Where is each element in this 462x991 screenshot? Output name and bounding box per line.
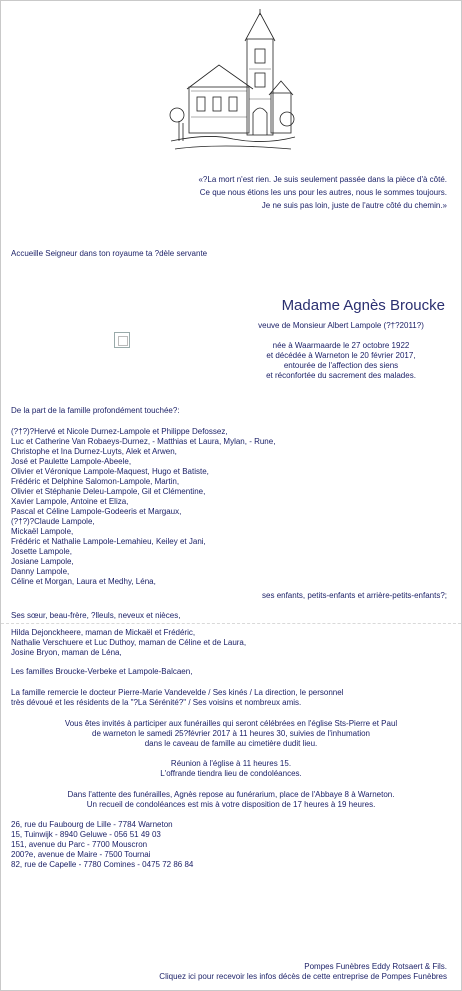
thanks-line: très dévoué et les résidents de la "?La Sérénité?" / Ses voisins et nombreux amis. <box>11 698 302 707</box>
other-mourner: Hilda Dejonckheere, maman de Mickaël et Frédéric, <box>11 628 196 637</box>
family-member: Danny Lampole, <box>11 567 70 576</box>
rest-line: Un recueil de condoléances est mis à votre disposition de 17 heures à 19 heures. <box>86 800 376 809</box>
quote-line: Ce que nous étions les uns pour les autres, nous le sommes toujours. <box>199 188 447 197</box>
meeting-block <box>11 759 451 779</box>
family-role: ses enfants, petits-enfants et arrière-petits-enfants?; <box>262 591 447 600</box>
families-line: Les familles Broucke-Verbeke et Lampole-Balcaen, <box>11 667 193 676</box>
address-line: 15, Tuinwijk - 8940 Geluwe - 056 51 49 03 <box>11 830 161 839</box>
others-list <box>11 628 246 658</box>
quote-line: Je ne suis pas loin, juste de l'autre côté du chemin.» <box>261 201 447 210</box>
family-intro: De la part de la famille profondément touchée?: <box>11 406 180 415</box>
deceased-name: Madame Agnès Broucke <box>281 297 445 314</box>
comfort-line: et réconfortée du sacrement des malades. <box>266 371 416 380</box>
family-member: Frédéric et Nathalie Lampole-Lemahieu, Keiley et Jani, <box>11 537 206 546</box>
death-line: et décédée à Warneton le 20 février 2017, <box>266 351 416 360</box>
address-line: 200?e, avenue de Maire - 7500 Tournai <box>11 850 151 859</box>
separator <box>1 623 461 624</box>
funeral-line: dans le caveau de famille au cimetière dudit lieu. <box>144 739 318 748</box>
prayer-text: Accueille Seigneur dans ton royaume ta ?dèle servante <box>11 249 208 258</box>
photo-thumbnail-icon <box>114 332 130 348</box>
siblings-line: Ses sœur, beau-frère, ?lleuls, neveux et nièces, <box>11 611 181 620</box>
thanks-line: La famille remercie le docteur Pierre-Marie Vandevelde / Ses kinés / La direction, le personnel <box>11 688 344 697</box>
church-drawing-icon <box>169 9 297 155</box>
footer-info-link[interactable]: Cliquez ici pour recevoir les infos décès de cette entreprise de Pompes Funèbres <box>159 972 447 981</box>
funeral-line: Vous êtes invités à participer aux funérailles qui seront célébrées en l'église Sts-Pierre et Paul <box>64 719 398 728</box>
family-member: Mickaël Lampole, <box>11 527 74 536</box>
address-line: 26, rue du Faubourg de Lille - 7784 Warneton <box>11 820 173 829</box>
addresses-list <box>11 820 193 870</box>
rest-line: Dans l'attente des funérailles, Agnès repose au funérarium, place de l'Abbaye 8 à Warneton. <box>67 790 395 799</box>
family-member: Olivier et Véronique Lampole-Maquest, Hugo et Batiste, <box>11 467 209 476</box>
funeral-block <box>11 719 451 749</box>
family-member: Pascal et Céline Lampole-Godeeris et Margaux, <box>11 507 182 516</box>
other-mourner: Nathalie Verschuere et Luc Duthoy, maman de Céline et de Laura, <box>11 638 247 647</box>
family-member: Céline et Morgan, Laura et Medhy, Léna, <box>11 577 156 586</box>
funeral-line: de warneton le samedi 25?février 2017 à 11 heures 30, suivies de l'inhumation <box>92 729 370 738</box>
rest-block <box>11 790 451 810</box>
family-member: Josette Lampole, <box>11 547 72 556</box>
meeting-line: L'offrande tiendra lieu de condoléances. <box>160 769 302 778</box>
address-line: 151, avenue du Parc - 7700 Mouscron <box>11 840 148 849</box>
thanks-block <box>11 688 343 708</box>
quote-block <box>27 175 447 211</box>
footer-company: Pompes Funèbres Eddy Rotsaert & Fils. <box>304 962 447 971</box>
family-member: José et Paulette Lampole-Abeele, <box>11 457 132 466</box>
family-member: Olivier et Stéphanie Deleu-Lampole, Gil et Clémentine, <box>11 487 206 496</box>
family-member: Luc et Catherine Van Robaeys-Durnez, - Matthias et Laura, Mylan, - Rune, <box>11 437 276 446</box>
family-member: Frédéric et Delphine Salomon-Lampole, Martin, <box>11 477 180 486</box>
widow-text: veuve de Monsieur Albert Lampole (?†?2011?) <box>258 321 424 330</box>
other-mourner: Josine Bryon, maman de Léna, <box>11 648 122 657</box>
address-line: 82, rue de Capelle - 7780 Comines - 0475 72 86 84 <box>11 860 194 869</box>
meeting-line: Réunion à l'église à 11 heures 15. <box>170 759 292 768</box>
affection-line: entourée de l'affection des siens <box>283 361 399 370</box>
family-member: (?†?)?Hervé et Nicole Durnez-Lampole et Philippe Defossez, <box>11 427 228 436</box>
life-details <box>226 341 456 381</box>
family-list <box>11 427 275 587</box>
family-member: Christophe et Ina Durnez-Luyts, Alek et Arwen, <box>11 447 177 456</box>
family-member: Xavier Lampole, Antoine et Eliza, <box>11 497 129 506</box>
birth-line: née à Waarmaarde le 27 octobre 1922 <box>272 341 410 350</box>
quote-line: «?La mort n'est rien. Je suis seulement passée dans la pièce d'à côté. <box>198 175 447 184</box>
family-member: Josiane Lampole, <box>11 557 74 566</box>
family-member: (?†?)?Claude Lampole, <box>11 517 95 526</box>
